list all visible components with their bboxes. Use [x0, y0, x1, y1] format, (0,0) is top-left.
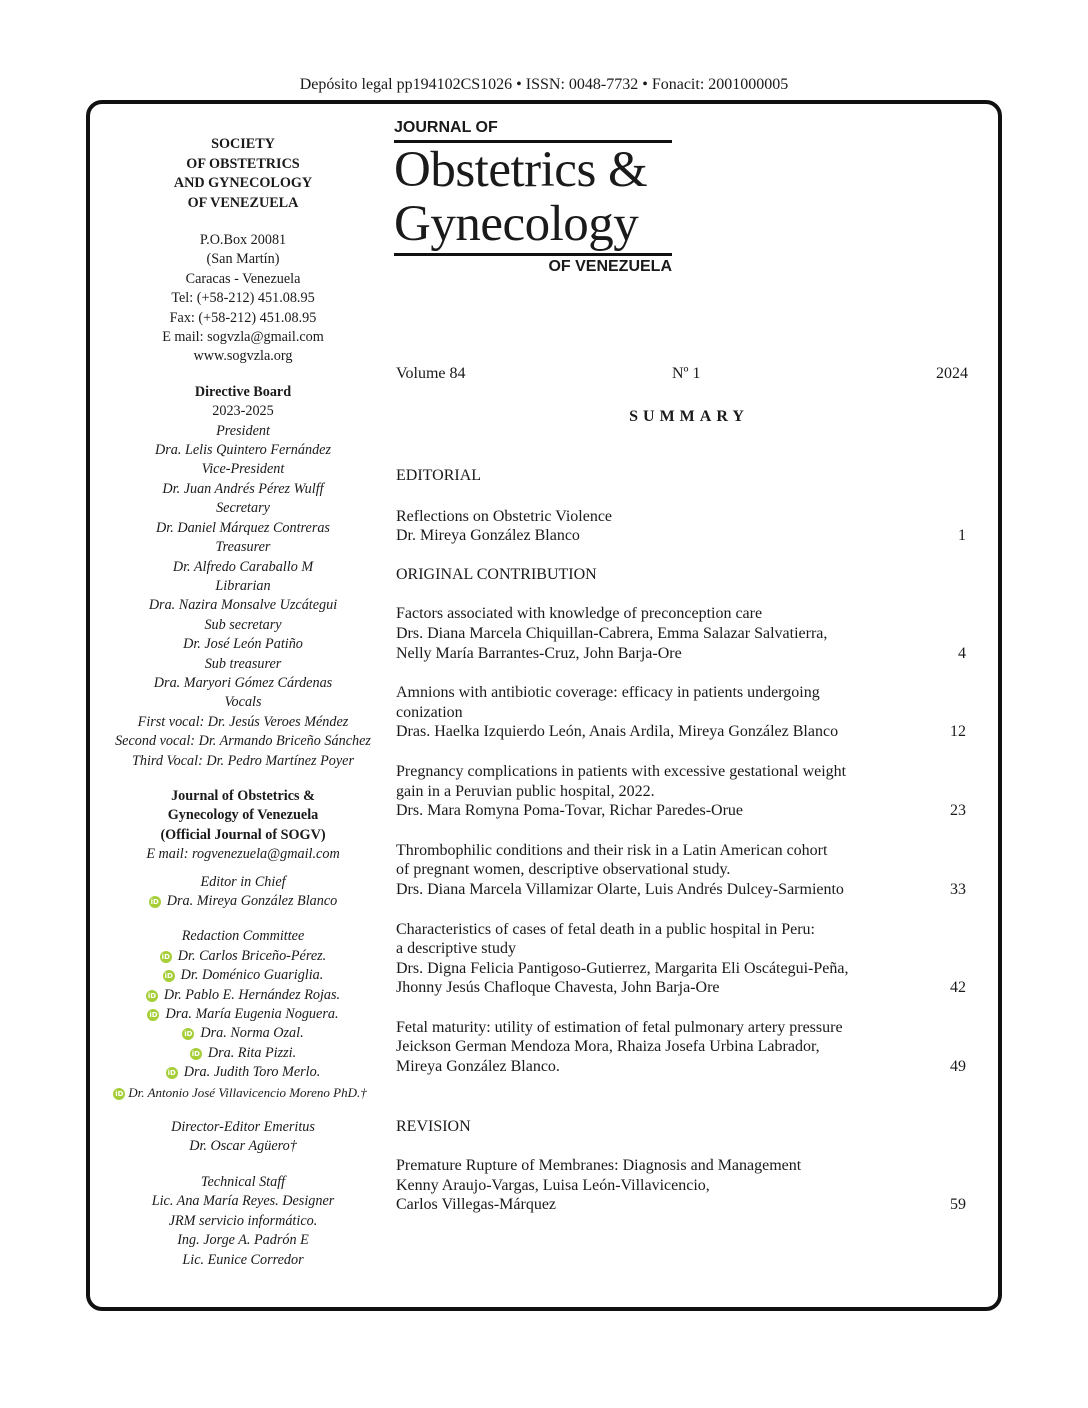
society-name [96, 135, 390, 213]
staff-member: Lic. Eunice Corredor [182, 1251, 304, 1268]
page-number: 49 [950, 1058, 966, 1076]
toc-entry[interactable] [396, 1018, 966, 1077]
toc-entry[interactable] [396, 683, 966, 742]
editor-label: Editor in Chief [200, 873, 286, 890]
journal-info-line: Gynecology of Venezuela [167, 807, 319, 824]
board-members [96, 422, 390, 771]
board-role: Treasurer [215, 539, 271, 556]
toc-entry[interactable] [396, 604, 966, 663]
editor-name: Dra. Mireya González Blanco [166, 893, 338, 909]
editor-in-chief [96, 892, 390, 911]
section-heading-revision: REVISION [396, 1117, 471, 1135]
committee-member: iD Dr. Carlos Briceño-Pérez. [161, 947, 327, 964]
journal-info-line: (Official Journal of SOGV) [160, 826, 326, 843]
board-role: Sub treasurer [204, 655, 282, 672]
article-title: gain in a Peruvian public hospital, 2022. [396, 782, 655, 800]
board-member: Dr. Daniel Márquez Contreras [156, 519, 330, 536]
toc-entry[interactable] [396, 1156, 966, 1215]
board-member: Dr. José León Patiño [183, 636, 303, 653]
email-line: E mail: sogvzla@gmail.com [162, 329, 324, 346]
issue-year: 2024 [936, 365, 968, 382]
article-authors: Drs. Diana Marcela Villamizar Olarte, Luis Andrés Dulcey-Sarmiento [396, 880, 844, 898]
toc-entry[interactable] [396, 920, 966, 998]
staff-member: Lic. Ana María Reyes. Designer [151, 1193, 335, 1210]
staff-member: JRM servicio informático. [168, 1212, 318, 1229]
staff-list [96, 1192, 390, 1270]
orcid-icon[interactable]: iD [191, 1049, 200, 1058]
orcid-icon[interactable]: iD [161, 952, 170, 961]
toc-entry[interactable] [396, 841, 966, 900]
page-number: 4 [958, 644, 966, 662]
committee-member: iD Dra. Judith Toro Merlo. [167, 1064, 321, 1081]
committee-title: Redaction Committee [181, 928, 305, 945]
committee-member: iD Dr. Antonio José Villavicencio Moreno PhD.† [115, 1084, 367, 1100]
orcid-icon[interactable]: iD [149, 1011, 158, 1020]
page-number: 1 [958, 527, 966, 545]
society-address [96, 231, 390, 367]
article-title: of pregnant women, descriptive observational study. [396, 861, 731, 879]
table-of-contents [396, 466, 966, 1215]
article-title: Fetal maturity: utility of estimation of fetal pulmonary artery pressure [396, 1018, 843, 1036]
board-role: Sub secretary [204, 616, 282, 633]
board-member: Dra. Lelis Quintero Fernández [154, 442, 332, 459]
page-number: 12 [950, 723, 966, 741]
address-line: (San Martín) [206, 251, 280, 268]
orcid-icon[interactable]: iD [150, 898, 159, 906]
staff-member: Ing. Jorge A. Padrón E [177, 1232, 309, 1249]
board-member: Second vocal: Dr. Armando Briceño Sánchez [115, 733, 371, 750]
article-title: a descriptive study [396, 940, 516, 958]
society-line: SOCIETY [211, 136, 275, 152]
board-role: Librarian [215, 577, 271, 594]
article-title: Premature Rupture of Membranes: Diagnosis and Management [396, 1157, 802, 1175]
journal-info [96, 787, 390, 845]
orcid-icon[interactable]: iD [115, 1089, 124, 1098]
board-member: First vocal: Dr. Jesús Veroes Méndez [137, 713, 349, 730]
orcid-icon[interactable]: iD [184, 1030, 193, 1039]
board-role: Vice-President [201, 461, 285, 478]
committee-member: iD Dr. Pablo E. Hernández Rojas. [147, 986, 341, 1003]
article-authors: Carlos Villegas-Márquez [396, 1196, 557, 1214]
emeritus-name: Dr. Oscar Agüero† [189, 1138, 297, 1155]
orcid-icon[interactable]: iD [167, 1069, 176, 1078]
journal-title-prefix: JOURNAL OF [394, 119, 498, 136]
issue-number: Nº 1 [672, 365, 701, 382]
fax-line: Fax: (+58-212) 451.08.95 [169, 309, 317, 326]
issue-volume: Volume 84 [396, 365, 466, 382]
committee-list [96, 947, 390, 1102]
page-number: 42 [950, 979, 966, 997]
journal-email: E mail: rogvenezuela@gmail.com [146, 846, 340, 863]
society-line: OF VENEZUELA [187, 194, 299, 211]
society-line: AND GYNECOLOGY [173, 175, 313, 191]
website-line: www.sogvzla.org [193, 348, 293, 365]
board-title: Directive Board [194, 383, 292, 400]
journal-title-suffix: OF VENEZUELA [548, 258, 672, 275]
page-number: 59 [950, 1196, 966, 1214]
article-authors: Jeickson German Mendoza Mora, Rhaiza Josefa Urbina Labrador, [396, 1038, 820, 1056]
board-member: Dra. Nazira Monsalve Uzcátegui [148, 597, 338, 614]
article-authors: Dras. Haelka Izquierdo León, Anais Ardila, Mireya González Blanco [396, 723, 839, 741]
header-legal-line: Depósito legal pp194102CS1026 • ISSN: 0048-7732 • Fonacit: 2001000005 [299, 76, 789, 93]
journal-title-line2: Gynecology [394, 196, 639, 252]
orcid-icon[interactable]: iD [147, 991, 157, 1000]
board-role: Vocals [224, 694, 262, 711]
board-role: Secretary [216, 500, 270, 517]
page-number: 23 [950, 802, 966, 820]
article-authors: Mireya González Blanco. [396, 1058, 560, 1076]
board-role: President [216, 422, 270, 439]
article-authors: Drs. Digna Felicia Pantigoso-Gutierrez, Margarita Eli Oscátegui-Peña, [396, 959, 849, 977]
article-authors: Nelly María Barrantes-Cruz, John Barja-Ore [396, 644, 682, 662]
board-period: 2023-2025 [212, 403, 274, 420]
article-title: Amnions with antibiotic coverage: efficacy in patients undergoing [396, 684, 820, 702]
committee-member: iD Dra. Norma Ozal. [184, 1025, 304, 1042]
toc-entry[interactable] [396, 507, 966, 546]
article-authors: Drs. Diana Marcela Chiquillan-Cabrera, Emma Salazar Salvatierra, [396, 624, 828, 642]
address-line: P.O.Box 20081 [199, 232, 287, 248]
journal-info-line: Journal of Obstetrics & [171, 787, 315, 804]
society-line: OF OBSTETRICS [186, 155, 300, 172]
board-member: Dr. Alfredo Caraballo M [172, 558, 314, 575]
committee-member: iD Dra. Rita Pizzi. [191, 1044, 297, 1061]
article-title: Reflections on Obstetric Violence [396, 507, 613, 525]
section-heading-original: ORIGINAL CONTRIBUTION [396, 565, 597, 583]
board-member: Dra. Maryori Gómez Cárdenas [153, 674, 333, 691]
board-member: Third Vocal: Dr. Pedro Martínez Poyer [132, 752, 354, 769]
article-authors: Dr. Mireya González Blanco [396, 527, 580, 545]
section-heading-editorial: EDITORIAL [396, 467, 482, 484]
article-title: Thrombophilic conditions and their risk in a Latin American cohort [396, 841, 828, 859]
summary-title: SUMMARY [629, 408, 749, 425]
article-title: Pregnancy complications in patients with excessive gestational weight [396, 762, 847, 780]
staff-title: Technical Staff [200, 1173, 286, 1190]
toc-entry[interactable] [396, 762, 966, 821]
sidebar [96, 135, 390, 1270]
orcid-icon[interactable]: iD [164, 972, 173, 981]
phone-line: Tel: (+58-212) 451.08.95 [171, 290, 315, 307]
page-number: 33 [950, 880, 966, 898]
journal-title-block [394, 116, 672, 278]
committee-member: iD Dr. Doménico Guariglia. [164, 967, 324, 984]
committee-member: iD Dra. María Eugenia Noguera. [149, 1006, 339, 1023]
article-authors: Jhonny Jesús Chafloque Chavesta, John Barja-Ore [396, 979, 720, 997]
article-title: conization [396, 703, 463, 721]
article-title: Factors associated with knowledge of preconception care [396, 605, 763, 623]
board-member: Dr. Juan Andrés Pérez Wulff [162, 480, 324, 497]
article-title: Characteristics of cases of fetal death in a public hospital in Peru: [396, 920, 815, 938]
article-authors: Drs. Mara Romyna Poma-Tovar, Richar Paredes-Orue [396, 802, 744, 820]
article-authors: Kenny Araujo-Vargas, Luisa León-Villavicencio, [396, 1176, 710, 1194]
emeritus-title: Director-Editor Emeritus [171, 1119, 315, 1136]
journal-title-line1: Obstetrics & [394, 142, 648, 198]
address-line: Caracas - Venezuela [185, 270, 301, 287]
